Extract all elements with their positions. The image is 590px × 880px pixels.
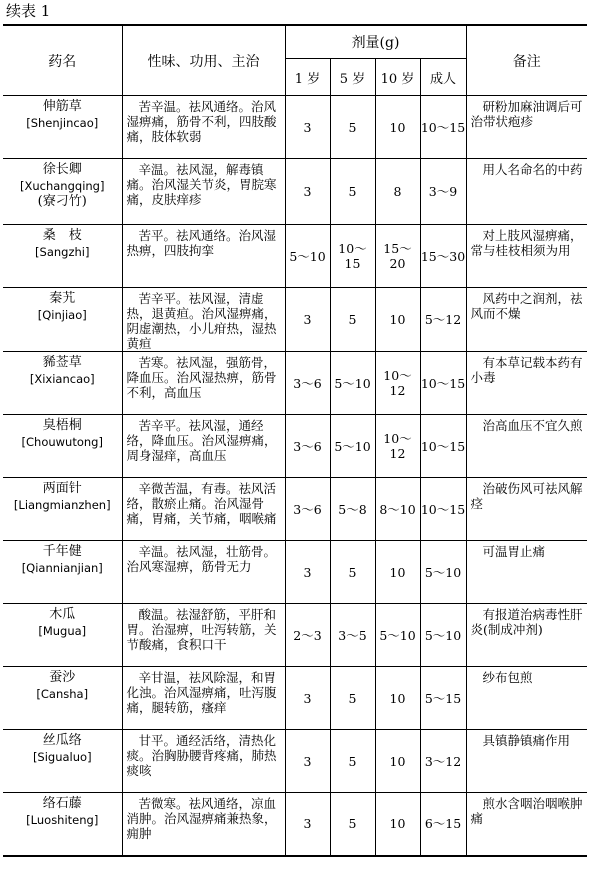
dose-adult: 3～9 — [420, 159, 466, 225]
drug-pinyin: [Cansha] — [36, 687, 89, 701]
properties-cell: 辛温。祛风湿，壮筋骨。治风寒湿痹，筋骨无力 — [122, 541, 285, 604]
dose-age-5: 5～10 — [330, 352, 375, 415]
table-row — [3, 352, 587, 415]
dose-age-5: 5 — [330, 730, 375, 793]
drug-pinyin: [Xixiancao] — [29, 372, 95, 386]
dose-adult: 10～15 — [420, 415, 466, 478]
dose-age-5: 5 — [330, 96, 375, 159]
table-row — [3, 478, 587, 541]
dose-age-5: 5 — [330, 541, 375, 604]
table-row — [3, 288, 587, 352]
drug-pinyin: [Sigualuo] — [32, 750, 92, 764]
dose-age-10: 5～10 — [375, 604, 420, 667]
header-age-1: 1 岁 — [285, 59, 330, 96]
header-properties: 性味、功用、主治 — [122, 25, 285, 96]
table-row — [3, 541, 587, 604]
drug-name: 千年健 — [42, 544, 82, 559]
drug-name-cell — [3, 96, 122, 159]
dose-age-10: 8 — [375, 159, 420, 225]
dose-age-1: 3～6 — [285, 478, 330, 541]
table-row — [3, 159, 587, 225]
dose-age-1: 3 — [285, 730, 330, 793]
drug-name-cell — [3, 793, 122, 856]
header-drug-name: 药名 — [3, 25, 122, 96]
drug-pinyin: [Chouwutong] — [21, 435, 103, 449]
note-cell: 有本草记载本药有小毒 — [466, 352, 587, 415]
herb-dosage-table — [3, 24, 587, 857]
drug-name-cell — [3, 415, 122, 478]
drug-pinyin: [Liangmianzhen] — [13, 498, 111, 512]
dose-age-10: 10 — [375, 288, 420, 352]
drug-name: 豨莶草 — [42, 355, 82, 370]
dose-age-5: 5～8 — [330, 478, 375, 541]
note-cell: 研粉加麻油调后可治带状疱疹 — [466, 96, 587, 159]
drug-pinyin: [Sangzhi] — [35, 245, 90, 259]
note-cell: 治破伤风可祛风解痉 — [466, 478, 587, 541]
drug-name-cell — [3, 288, 122, 352]
table-row — [3, 667, 587, 730]
dose-age-1: 3 — [285, 96, 330, 159]
properties-cell: 苦平。祛风通络。治风湿热痹，四肢拘挛 — [122, 225, 285, 288]
properties-cell: 辛甘温，祛风除湿，和胃化浊。治风湿痹痛，吐泻腹痛，腿转筋，瘙痒 — [122, 667, 285, 730]
note-cell: 风药中之润剂，祛风而不燥 — [466, 288, 587, 352]
note-cell: 治高血压不宜久煎 — [466, 415, 587, 478]
note-cell: 纱布包煎 — [466, 667, 587, 730]
drug-pinyin: [Shenjincao] — [26, 116, 99, 130]
dose-age-1: 3 — [285, 288, 330, 352]
dose-age-10: 10 — [375, 667, 420, 730]
dose-age-5: 5 — [330, 793, 375, 856]
dose-age-10: 10 — [375, 730, 420, 793]
dose-adult: 3～12 — [420, 730, 466, 793]
drug-alias: (寮刁竹) — [37, 194, 87, 209]
drug-name: 伸筋草 — [42, 99, 82, 114]
drug-name-cell — [3, 225, 122, 288]
properties-cell: 苦辛平。祛风湿，通经络，降血压。治风湿痹痛，周身湿痒，高血压 — [122, 415, 285, 478]
dose-age-10: 10 — [375, 541, 420, 604]
note-cell: 可温胃止痛 — [466, 541, 587, 604]
dose-adult: 5～12 — [420, 288, 466, 352]
dose-age-1: 3 — [285, 159, 330, 225]
properties-cell: 甘平。通经活络，清热化痰。治胸胁腰背疼痛，肺热痰咳 — [122, 730, 285, 793]
dose-adult: 5～10 — [420, 604, 466, 667]
properties-cell: 苦辛平。祛风湿，清虚热，退黄疸。治风湿痹痛，阴虚潮热，小儿疳热，湿热黄疸 — [122, 288, 285, 352]
table-row — [3, 225, 587, 288]
drug-name: 徐长卿 — [42, 162, 82, 177]
drug-name: 两面针 — [42, 481, 82, 496]
drug-name: 秦艽 — [49, 291, 76, 306]
table-row — [3, 793, 587, 856]
header-age-10: 10 岁 — [375, 59, 420, 96]
dose-adult: 10～15 — [420, 352, 466, 415]
note-cell: 有报道治病毒性肝炎(制成冲剂) — [466, 604, 587, 667]
dose-age-10: 10 — [375, 793, 420, 856]
dose-age-5: 5～10 — [330, 415, 375, 478]
properties-cell: 辛温。祛风湿，解毒镇痛。治风湿关节炎，胃脘寒痛，皮肤痒疹 — [122, 159, 285, 225]
dose-age-5: 10～15 — [330, 225, 375, 288]
properties-cell: 苦寒。祛风湿，强筋骨，降血压。治风湿热痹，筋骨不利，高血压 — [122, 352, 285, 415]
drug-pinyin: [Qinjiao] — [37, 308, 87, 322]
dose-age-1: 3～6 — [285, 352, 330, 415]
header-dosage: 剂量(g) — [285, 25, 466, 59]
drug-name-cell — [3, 159, 122, 225]
dose-age-10: 8～10 — [375, 478, 420, 541]
header-age-5: 5 岁 — [330, 59, 375, 96]
drug-name: 木瓜 — [49, 607, 76, 622]
drug-name: 蚕沙 — [49, 670, 76, 685]
table-row — [3, 604, 587, 667]
drug-pinyin: [Qiannianjian] — [21, 561, 103, 575]
header-adult: 成人 — [420, 59, 466, 96]
drug-name-cell — [3, 478, 122, 541]
table-row — [3, 730, 587, 793]
drug-name-cell — [3, 667, 122, 730]
header-notes: 备注 — [466, 25, 587, 96]
dose-age-10: 15～20 — [375, 225, 420, 288]
table-caption: 续表 1 — [6, 2, 51, 20]
dose-adult: 10～15 — [420, 478, 466, 541]
drug-name: 桑 枝 — [42, 228, 82, 243]
dose-age-1: 3 — [285, 793, 330, 856]
dose-age-1: 3 — [285, 667, 330, 730]
dose-age-5: 5 — [330, 667, 375, 730]
properties-cell: 苦微寒。祛风通络，凉血消肿。治风湿痹痛兼热象，痈肿 — [122, 793, 285, 856]
properties-cell: 苦辛温。祛风通络。治风湿痹痛，筋骨不利，四肢酸痛，肢体软弱 — [122, 96, 285, 159]
dose-adult: 5～10 — [420, 541, 466, 604]
properties-cell: 辛微苦温，有毒。祛风活络，散瘀止痛。治风湿骨痛，胃痛，关节痛，咽喉痛 — [122, 478, 285, 541]
dose-age-10: 10～12 — [375, 415, 420, 478]
drug-name: 丝瓜络 — [42, 733, 82, 748]
drug-name: 臭梧桐 — [42, 418, 82, 433]
dose-age-1: 3 — [285, 541, 330, 604]
dose-age-1: 2～3 — [285, 604, 330, 667]
table-row — [3, 96, 587, 159]
dose-age-5: 5 — [330, 288, 375, 352]
dose-age-10: 10 — [375, 96, 420, 159]
dose-age-10: 10～12 — [375, 352, 420, 415]
dose-age-5: 3～5 — [330, 604, 375, 667]
drug-pinyin: [Xuchangqing] — [20, 179, 105, 193]
dose-adult: 10～15 — [420, 96, 466, 159]
dose-adult: 15～30 — [420, 225, 466, 288]
drug-name: 络石藤 — [42, 796, 82, 811]
drug-pinyin: [Luoshiteng] — [26, 813, 99, 827]
note-cell: 煎水含咽治咽喉肿痛 — [466, 793, 587, 856]
note-cell: 用人名命名的中药 — [466, 159, 587, 225]
note-cell: 对上肢风湿痹痛，常与桂枝相须为用 — [466, 225, 587, 288]
dose-age-1: 3～6 — [285, 415, 330, 478]
dose-adult: 6～15 — [420, 793, 466, 856]
drug-name-cell — [3, 730, 122, 793]
drug-name-cell — [3, 541, 122, 604]
properties-cell: 酸温。祛湿舒筋，平肝和胃。治湿痹，吐泻转筋，关节酸痛，食积口干 — [122, 604, 285, 667]
drug-name-cell — [3, 352, 122, 415]
table-row — [3, 415, 587, 478]
drug-pinyin: [Mugua] — [38, 624, 87, 638]
dose-age-5: 5 — [330, 159, 375, 225]
dose-age-1: 5～10 — [285, 225, 330, 288]
dose-adult: 5～15 — [420, 667, 466, 730]
drug-name-cell — [3, 604, 122, 667]
note-cell: 具镇静镇痛作用 — [466, 730, 587, 793]
